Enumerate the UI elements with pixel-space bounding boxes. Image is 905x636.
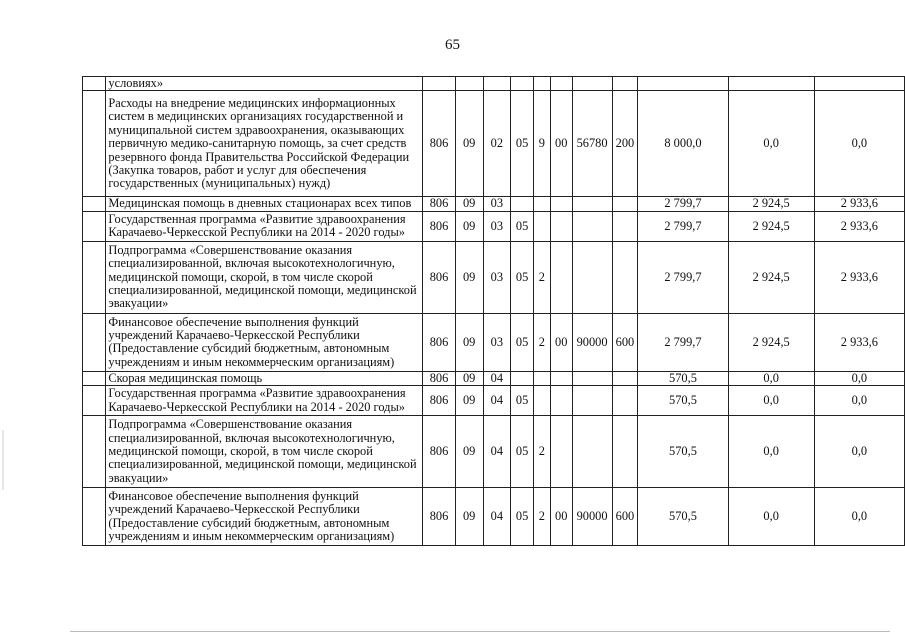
amount-year-3: 2 933,6	[814, 313, 904, 371]
direction-code: 56780	[572, 91, 612, 197]
main-event-code: 00	[550, 91, 572, 197]
subprogram-code: 2	[533, 488, 550, 546]
expense-type-code	[612, 197, 638, 211]
amount-year-3: 0,0	[814, 91, 904, 197]
table-row	[83, 77, 905, 91]
ministry-code: 806	[423, 488, 456, 546]
direction-code	[572, 386, 612, 416]
main-event-code	[550, 241, 572, 313]
amount-year-1: 570,5	[638, 416, 728, 488]
section-code: 09	[455, 371, 483, 385]
direction-code	[572, 77, 612, 91]
amount-year-1: 2 799,7	[638, 197, 728, 211]
row-description: условиях»	[106, 77, 423, 91]
section-code: 09	[455, 313, 483, 371]
table-row	[83, 241, 905, 313]
row-description: Подпрограмма «Совершенствование оказания специализированной, включая высокотехнологичную, медицинской помощи, скорой, в том числе скорой специализированной, медицинской помощи, медицинской эвакуации»	[106, 241, 423, 313]
program-code: 05	[511, 211, 534, 241]
row-blank-cell	[83, 197, 106, 211]
subprogram-code	[533, 211, 550, 241]
ministry-code: 806	[423, 386, 456, 416]
row-blank-cell	[83, 91, 106, 197]
subprogram-code: 2	[533, 241, 550, 313]
amount-year-3: 0,0	[814, 416, 904, 488]
direction-code: 90000	[572, 488, 612, 546]
table-row	[83, 488, 905, 546]
row-blank-cell	[83, 488, 106, 546]
table-row	[83, 197, 905, 211]
amount-year-1: 2 799,7	[638, 313, 728, 371]
main-event-code	[550, 77, 572, 91]
expense-type-code: 600	[612, 313, 638, 371]
row-blank-cell	[83, 416, 106, 488]
expense-type-code	[612, 416, 638, 488]
table-row	[83, 386, 905, 416]
subsection-code: 03	[483, 211, 511, 241]
amount-year-3: 2 933,6	[814, 197, 904, 211]
subprogram-code	[533, 386, 550, 416]
row-blank-cell	[83, 313, 106, 371]
expense-type-code: 600	[612, 488, 638, 546]
section-code: 09	[455, 488, 483, 546]
main-event-code: 00	[550, 488, 572, 546]
subsection-code: 04	[483, 488, 511, 546]
amount-year-2: 2 924,5	[728, 241, 814, 313]
amount-year-1: 570,5	[638, 371, 728, 385]
amount-year-2	[728, 77, 814, 91]
amount-year-3: 2 933,6	[814, 241, 904, 313]
direction-code	[572, 241, 612, 313]
ministry-code: 806	[423, 313, 456, 371]
program-code	[511, 197, 534, 211]
subsection-code	[483, 77, 511, 91]
expense-type-code	[612, 386, 638, 416]
amount-year-1: 570,5	[638, 488, 728, 546]
direction-code	[572, 416, 612, 488]
amount-year-2: 0,0	[728, 371, 814, 385]
program-code: 05	[511, 241, 534, 313]
amount-year-2: 2 924,5	[728, 197, 814, 211]
row-description: Финансовое обеспечение выполнения функций учреждений Карачаево-Черкесской Республики (Предоставление субсидий бюджетным, автономным учреждениям и иным некоммерческим организациям)	[106, 488, 423, 546]
amount-year-1: 2 799,7	[638, 211, 728, 241]
amount-year-3: 0,0	[814, 488, 904, 546]
amount-year-3: 2 933,6	[814, 211, 904, 241]
section-code: 09	[455, 416, 483, 488]
section-code: 09	[455, 386, 483, 416]
row-blank-cell	[83, 77, 106, 91]
ministry-code	[423, 77, 456, 91]
main-event-code	[550, 371, 572, 385]
subprogram-code	[533, 197, 550, 211]
table-row	[83, 371, 905, 385]
subprogram-code: 2	[533, 416, 550, 488]
row-description: Медицинская помощь в дневных стационарах всех типов	[106, 197, 423, 211]
section-code: 09	[455, 211, 483, 241]
expense-type-code: 200	[612, 91, 638, 197]
direction-code	[572, 211, 612, 241]
main-event-code	[550, 386, 572, 416]
section-code: 09	[455, 197, 483, 211]
row-blank-cell	[83, 241, 106, 313]
subsection-code: 03	[483, 197, 511, 211]
scan-edge-mark	[2, 430, 4, 490]
section-code: 09	[455, 91, 483, 197]
expense-type-code	[612, 211, 638, 241]
amount-year-1: 2 799,7	[638, 241, 728, 313]
amount-year-2: 0,0	[728, 386, 814, 416]
row-blank-cell	[83, 386, 106, 416]
table-row	[83, 313, 905, 371]
program-code: 05	[511, 386, 534, 416]
subsection-code: 03	[483, 313, 511, 371]
subsection-code: 04	[483, 386, 511, 416]
subsection-code: 04	[483, 416, 511, 488]
main-event-code: 00	[550, 313, 572, 371]
table-row	[83, 416, 905, 488]
amount-year-2: 2 924,5	[728, 313, 814, 371]
program-code	[511, 371, 534, 385]
ministry-code: 806	[423, 197, 456, 211]
subsection-code: 03	[483, 241, 511, 313]
program-code	[511, 77, 534, 91]
row-blank-cell	[83, 211, 106, 241]
page-number: 65	[445, 37, 460, 53]
subprogram-code: 9	[533, 91, 550, 197]
expense-type-code	[612, 241, 638, 313]
subprogram-code	[533, 371, 550, 385]
direction-code: 90000	[572, 313, 612, 371]
row-description: Скорая медицинская помощь	[106, 371, 423, 385]
ministry-code: 806	[423, 211, 456, 241]
row-description: Подпрограмма «Совершенствование оказания специализированной, включая высокотехнологичную, медицинской помощи, скорой, в том числе скорой специализированной, медицинской помощи, медицинской эвакуации»	[106, 416, 423, 488]
expense-type-code	[612, 77, 638, 91]
amount-year-1	[638, 77, 728, 91]
amount-year-1: 8 000,0	[638, 91, 728, 197]
row-description: Финансовое обеспечение выполнения функций учреждений Карачаево-Черкесской Республики (Предоставление субсидий бюджетным, автономным учреждениям и иным некоммерческим организациям)	[106, 313, 423, 371]
expense-type-code	[612, 371, 638, 385]
subprogram-code	[533, 77, 550, 91]
main-event-code	[550, 211, 572, 241]
program-code: 05	[511, 91, 534, 197]
amount-year-2: 0,0	[728, 91, 814, 197]
subprogram-code: 2	[533, 313, 550, 371]
row-blank-cell	[83, 371, 106, 385]
amount-year-1: 570,5	[638, 386, 728, 416]
row-description: Государственная программа «Развитие здравоохранения Карачаево-Черкесской Республики на 2014 - 2020 годы»	[106, 211, 423, 241]
ministry-code: 806	[423, 241, 456, 313]
table-row	[83, 91, 905, 197]
subsection-code: 02	[483, 91, 511, 197]
program-code: 05	[511, 488, 534, 546]
budget-table	[82, 76, 905, 546]
section-code: 09	[455, 241, 483, 313]
section-code	[455, 77, 483, 91]
row-description: Расходы на внедрение медицинских информационных систем в медицинских организациях государственной и муниципальной систем здравоохранения, оказывающих первичную медико-санитарную помощь, за счет средств резервного фонда Правительства Российской Федерации (Закупка товаров, работ и услуг для обеспечения государственных (муниципальных) нужд)	[106, 91, 423, 197]
ministry-code: 806	[423, 91, 456, 197]
program-code: 05	[511, 416, 534, 488]
main-event-code	[550, 197, 572, 211]
table-row	[83, 211, 905, 241]
amount-year-3: 0,0	[814, 386, 904, 416]
ministry-code: 806	[423, 416, 456, 488]
page-bottom-rule	[70, 631, 890, 632]
amount-year-2: 0,0	[728, 416, 814, 488]
row-description: Государственная программа «Развитие здравоохранения Карачаево-Черкесской Республики на 2014 - 2020 годы»	[106, 386, 423, 416]
amount-year-2: 0,0	[728, 488, 814, 546]
direction-code	[572, 371, 612, 385]
amount-year-3: 0,0	[814, 371, 904, 385]
direction-code	[572, 197, 612, 211]
ministry-code: 806	[423, 371, 456, 385]
main-event-code	[550, 416, 572, 488]
table-body	[83, 77, 905, 546]
amount-year-3	[814, 77, 904, 91]
amount-year-2: 2 924,5	[728, 211, 814, 241]
subsection-code: 04	[483, 371, 511, 385]
program-code: 05	[511, 313, 534, 371]
